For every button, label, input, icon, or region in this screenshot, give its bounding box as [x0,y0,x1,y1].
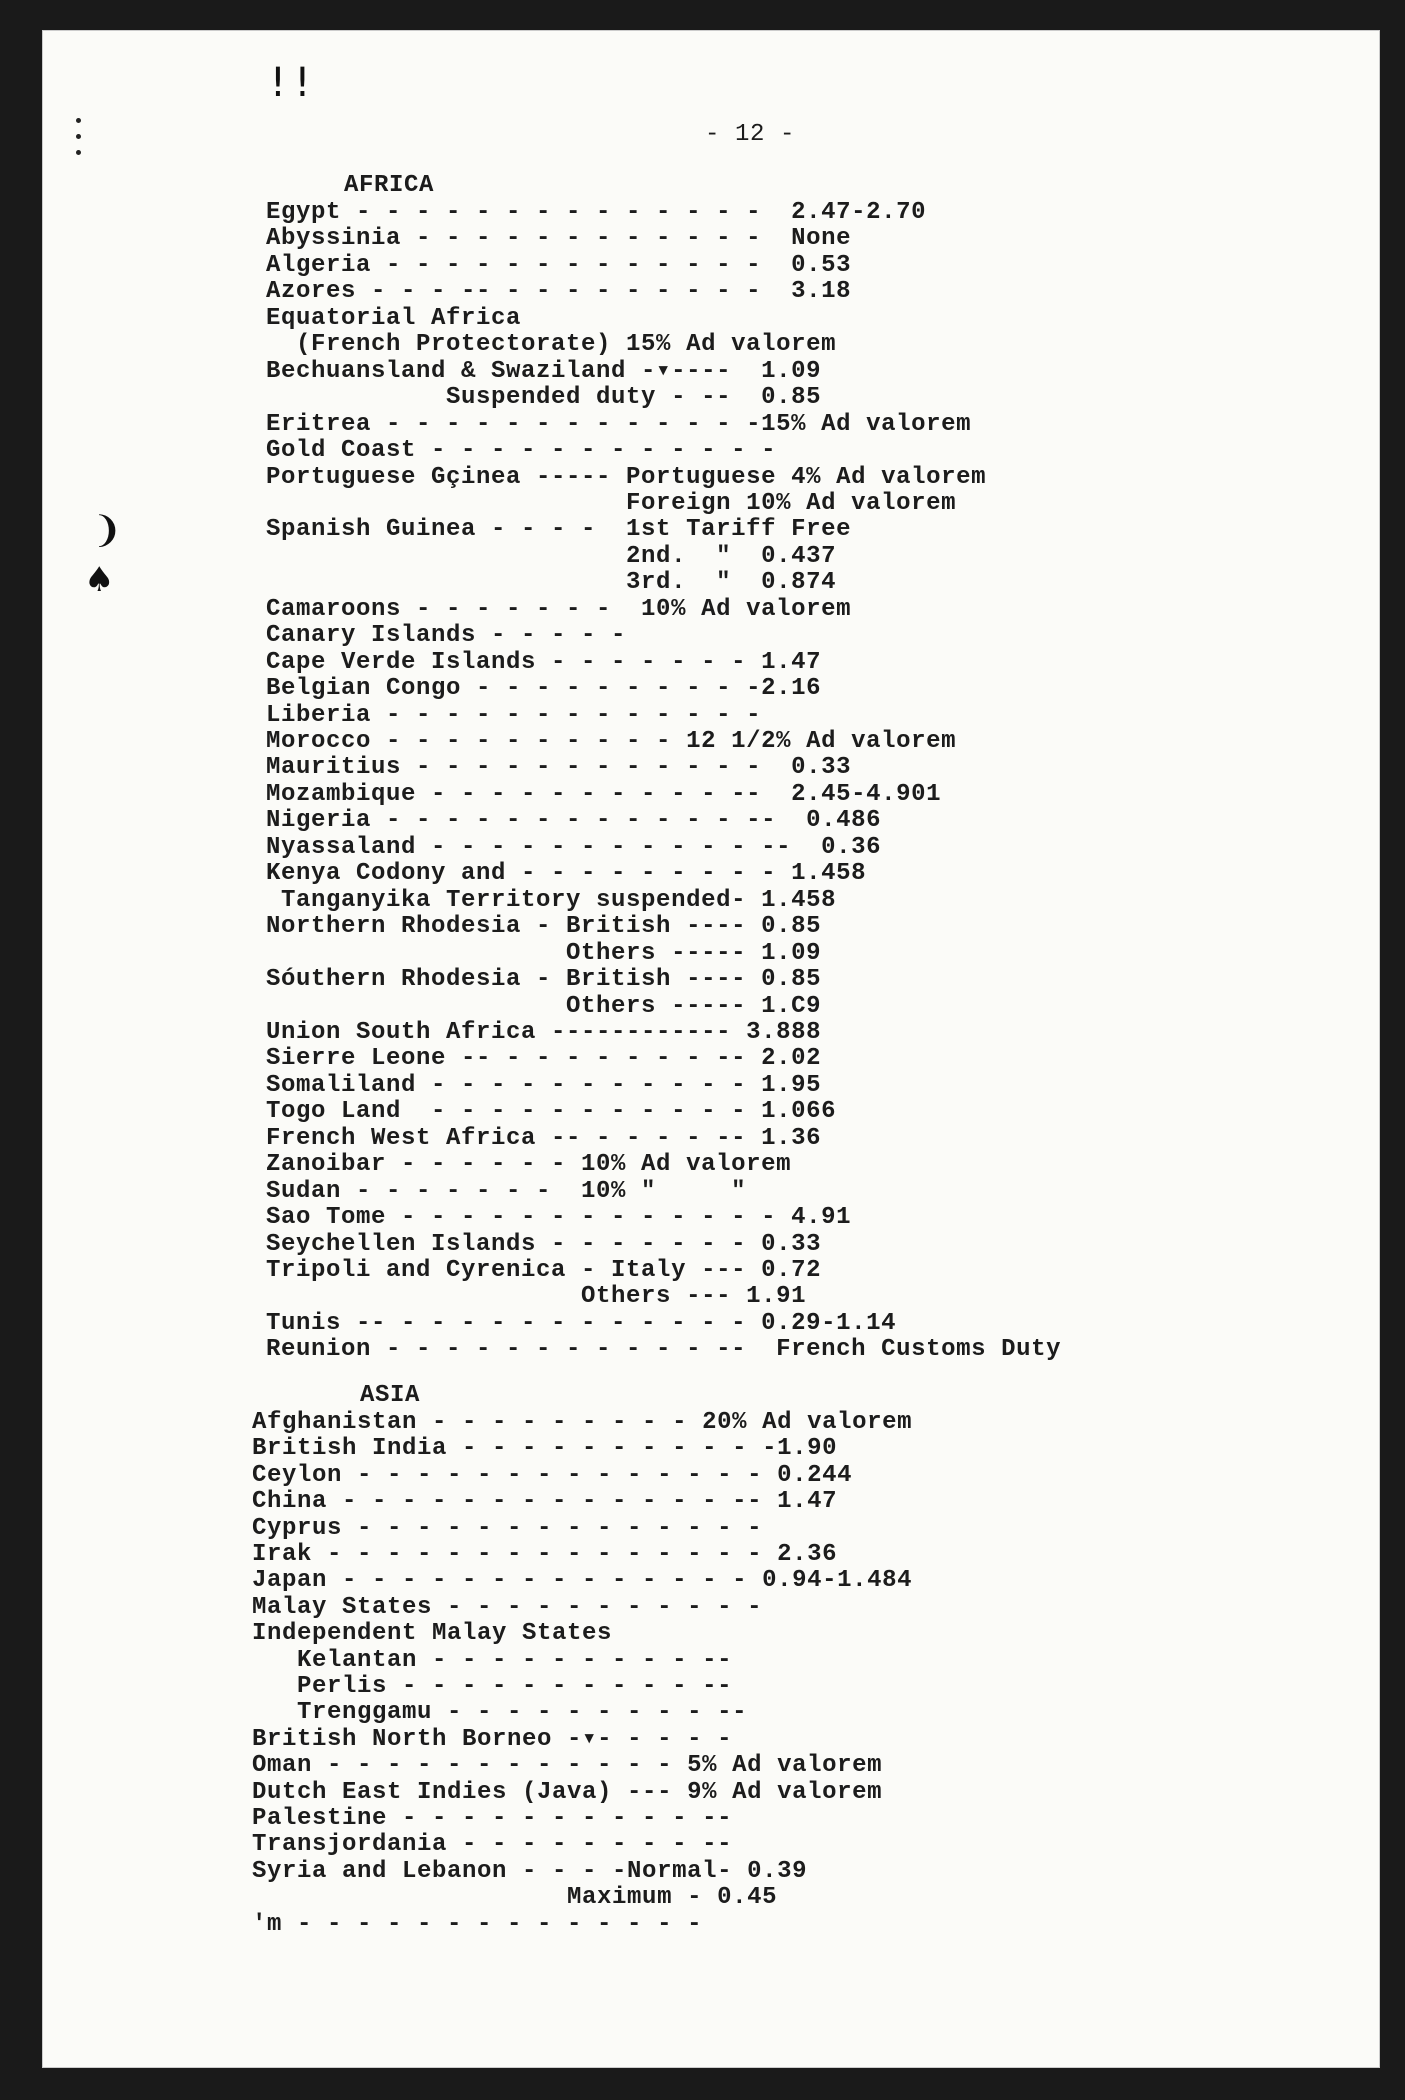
tariff-line: Kenya Codony and - - - - - - - - - 1.458 [266,860,867,888]
ink-mark: ❩ [92,510,123,551]
tariff-line: Liberia - - - - - - - - - - - - - [266,701,762,729]
tariff-line: Portuguese Gçinea ----- Portuguese 4% Ad valorem [266,463,987,491]
tariff-line: Belgian Congo - - - - - - - - - -2.16 [266,675,822,703]
tariff-line: Eritrea - - - - - - - - - - - - -15% Ad valorem [266,410,972,438]
tariff-line: (French Protectorate) 15% Ad valorem [266,331,837,359]
tariff-line: Mozambique - - - - - - - - - - -- 2.45-4.901 [266,780,942,808]
tariff-line: Zanoibar - - - - - - 10% Ad valorem [266,1151,792,1179]
tariff-line: Sudan - - - - - - - 10% " " [266,1177,747,1205]
tariff-line: Dutch East Indies (Java) --- 9% Ad valorem [252,1778,883,1806]
tariff-line: Somaliland - - - - - - - - - - - 1.95 [266,1071,822,1099]
tariff-line: Bechuansland & Swaziland -▾---- 1.09 [266,357,822,385]
punch-dot [76,134,81,139]
tariff-line: Kelantan - - - - - - - - - -- [252,1646,733,1674]
tariff-line: British India - - - - - - - - - - -1.90 [252,1435,838,1463]
tariff-line: Northern Rhodesia - British ---- 0.85 [266,913,822,941]
tariff-line: French West Africa -- - - - - -- 1.36 [266,1124,822,1152]
tariff-line: 'm - - - - - - - - - - - - - - [252,1910,703,1938]
tariff-line: Reunion - - - - - - - - - - - -- French Customs Duty [266,1336,1062,1364]
tariff-line: British North Borneo -▾- - - - - [252,1725,733,1753]
tariff-line: China - - - - - - - - - - - - - -- 1.47 [252,1488,838,1516]
tariff-line: Union South Africa ------------ 3.888 [266,1018,822,1046]
tariff-line: Azores - - - -- - - - - - - - - - 3.18 [266,278,852,306]
punch-dot [76,118,81,123]
tariff-line: Algeria - - - - - - - - - - - - - 0.53 [266,251,852,279]
tariff-line: Gold Coast - - - - - - - - - - - - [266,437,777,465]
tariff-line: Cape Verde Islands - - - - - - - 1.47 [266,648,822,676]
tariff-line: Abyssinia - - - - - - - - - - - - None [266,225,852,253]
tariff-line: Sierre Leone -- - - - - - - - -- 2.02 [266,1045,822,1073]
tariff-line: Syria and Lebanon - - - -Normal- 0.39 [252,1857,808,1885]
tariff-line: Malay States - - - - - - - - - - - [252,1593,763,1621]
tariff-line: Suspended duty - -- 0.85 [266,384,822,412]
tariff-line: Palestine - - - - - - - - - - -- [252,1805,733,1832]
tariff-line: Independent Malay States [252,1620,613,1648]
tariff-line: Ceylon - - - - - - - - - - - - - - 0.244 [252,1461,853,1489]
tariff-line: Trenggamu - - - - - - - - - -- [252,1699,748,1727]
tariff-line: Camaroons - - - - - - - 10% Ad valorem [266,595,852,623]
tariff-line: Afghanistan - - - - - - - - - 20% Ad valorem [252,1409,913,1436]
tariff-line: Others --- 1.91 [266,1283,807,1311]
tariff-line: 3rd. " 0.874 [266,569,837,597]
ink-mark: ♠ [84,560,115,600]
document-page [42,30,1380,2068]
tariff-line: Togo Land - - - - - - - - - - - 1.066 [266,1098,837,1126]
tariff-line: Tunis -- - - - - - - - - - - - - 0.29-1.14 [266,1309,897,1337]
tariff-line: Perlis - - - - - - - - - - -- [252,1673,733,1700]
tariff-line: Oman - - - - - - - - - - - - 5% Ad valorem [252,1752,883,1780]
tariff-line: Sao Tome - - - - - - - - - - - - - 4.91 [266,1204,852,1232]
tariff-line: Mauritius - - - - - - - - - - - - 0.33 [266,754,852,782]
tariff-line: Spanish Guinea - - - - 1st Tariff Free [266,516,852,544]
tariff-line: Irak - - - - - - - - - - - - - - - 2.36 [252,1541,838,1568]
punch-dot [76,150,81,155]
tariff-line: Seychellen Islands - - - - - - - 0.33 [266,1230,822,1258]
tariff-line: Others ----- 1.C9 [266,992,822,1020]
tariff-line: Nigeria - - - - - - - - - - - - -- 0.486 [266,807,882,835]
tariff-line: Maximum - 0.45 [252,1884,778,1912]
tariff-line: Japan - - - - - - - - - - - - - - 0.94-1.484 [252,1567,913,1595]
tariff-line: Foreign 10% Ad valorem [266,489,957,517]
ink-mark: ǃ ǃ [272,60,309,106]
asia-heading: ASIA [360,1382,421,1409]
tariff-line: Tripoli and Cyrenica - Italy --- 0.72 [266,1257,822,1284]
tariff-line: Sóuthern Rhodesia - British ---- 0.85 [266,966,822,994]
africa-heading: AFRICA [344,172,435,199]
tariff-line: Morocco - - - - - - - - - - 12 1/2% Ad valorem [266,728,957,755]
tariff-line: Tanganyika Territory suspended- 1.458 [266,886,837,914]
tariff-line: Transjordania - - - - - - - - -- [252,1831,733,1859]
tariff-line: Equatorial Africa [266,304,522,332]
tariff-line: Egypt - - - - - - - - - - - - - - 2.47-2.70 [266,199,927,226]
tariff-line: 2nd. " 0.437 [266,542,837,570]
tariff-line: Nyassaland - - - - - - - - - - - -- 0.36 [266,833,882,861]
page-number: - 12 - [705,121,796,148]
tariff-line: Cyprus - - - - - - - - - - - - - - [252,1514,763,1542]
tariff-line: Others ----- 1.09 [266,939,822,967]
tariff-line: Canary Islands - - - - - [266,622,627,650]
